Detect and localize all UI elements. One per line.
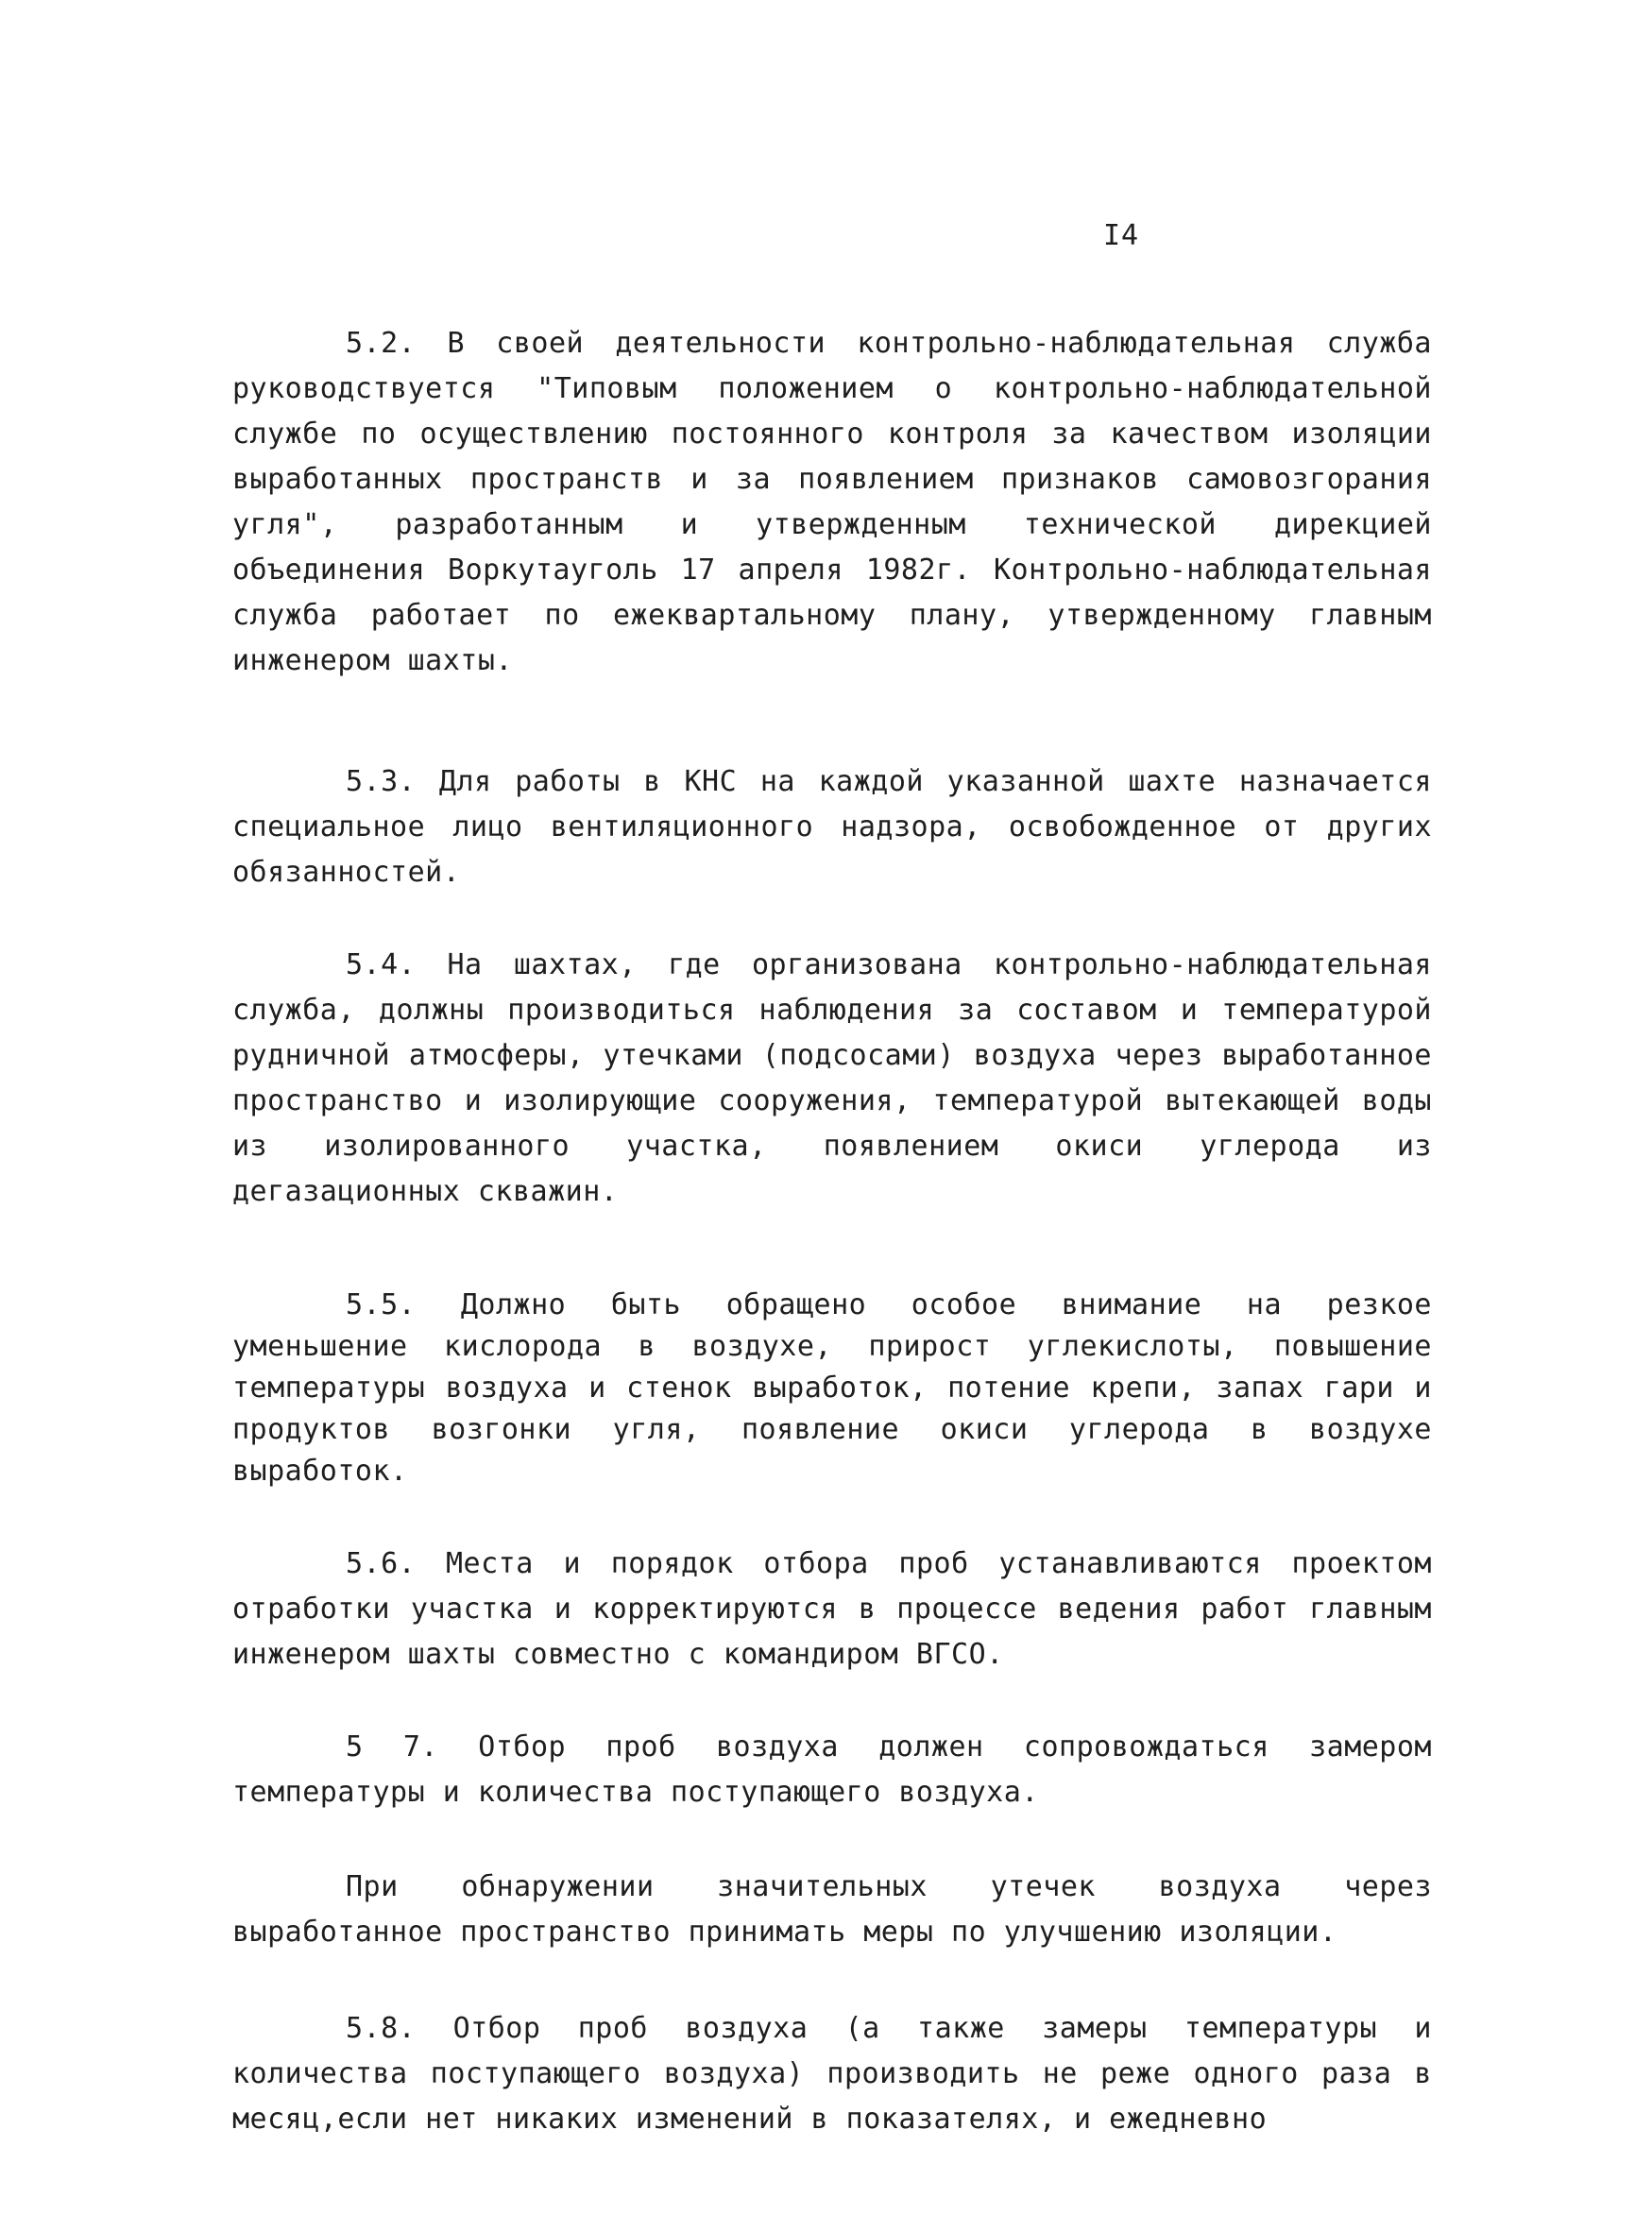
page-number: I4 — [1103, 219, 1140, 252]
paragraph-5-2: 5.2. В своей деятельности контрольно-наблюдательная служба руководствуется "Типовым положением о контрольно-наблюдательной службе по осуществлению постоянного контроля за качеством изоляции выработанных пространств и за появлением признаков самовозгорания угля", разработанным и утвержденным технической дирекцией объединения Воркутауголь 17 апреля 1982г. Контрольно-наблюдательная служба работает по ежеквартальному плану, утвержденному главным инженером шахты. — [232, 327, 1432, 677]
paragraph-5-7-note: При обнаружении значительных утечек воздуха через выработанное пространство принимать меры по улучшению изоляции. — [232, 1870, 1432, 1949]
document-body — [232, 321, 1432, 2192]
paragraph-5-4: 5.4. На шахтах, где организована контрольно-наблюдательная служба, должны производиться наблюдения за составом и температурой рудничной атмосферы, утечками (подсосами) воздуха через выработанное пространство и изолирующие сооружения, температурой вытекающей воды из изолированного участка, появлением окиси углерода из дегазационных скважин. — [232, 948, 1432, 1208]
paragraph-5-8: 5.8. Отбор проб воздуха (а также замеры температуры и количества поступающего воздуха) производить не реже одного раза в месяц,если нет никаких изменений в показателях, и ежедневно — [232, 2012, 1432, 2136]
paragraph-5-7: 5 7. Отбор проб воздуха должен сопровождаться замером температуры и количества поступающего воздуха. — [232, 1730, 1432, 1809]
paragraph-5-5: 5.5. Должно быть обращено особое внимание на резкое уменьшение кислорода в воздухе, прирост углекислоты, повышение температуры воздуха и стенок выработок, потение крепи, запах гари и продуктов возгонки угля, появление окиси углерода в воздухе выработок. — [232, 1288, 1432, 1488]
paragraph-5-3: 5.3. Для работы в КНС на каждой указанной шахте назначается специальное лицо вентиляционного надзора, освобожденное от других обязанностей. — [232, 765, 1432, 889]
paragraph-5-6: 5.6. Места и порядок отбора проб устанавливаются проектом отработки участка и корректируются в процессе ведения работ главным инженером шахты совместно с командиром ВГСО. — [232, 1547, 1432, 1671]
